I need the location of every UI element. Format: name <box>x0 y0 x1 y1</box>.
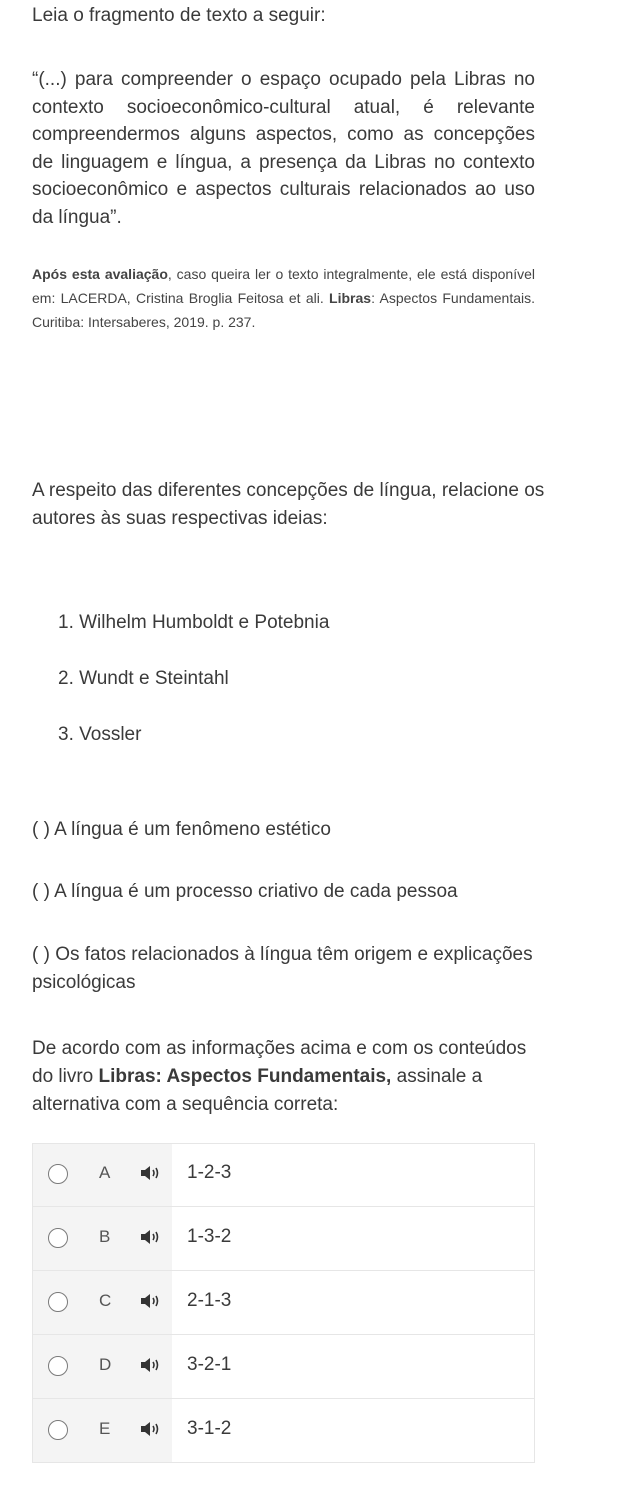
source-text-1: , caso queira ler o texto integralmente, ele está disponível em: LACERDA, Cristina Broglia Feitosa et ali. <box>32 266 536 306</box>
quote-text: “(...) para compreender o espaço ocupado pela Libras no contexto socioeconômico-cultural atual, é relevante compreendermos alguns aspectos, como as concepções de linguagem e língua, a presença da Libras no contexto socioeconômico e aspectos culturais relacionados ao uso da língua”. <box>32 69 535 228</box>
author-item-1: 1. Wilhelm Humboldt e Potebnia <box>58 612 330 633</box>
option-value: 2-1-3 <box>187 1290 232 1311</box>
question-text: A respeito das diferentes concepções de língua, relacione os autores às suas respectivas ideias: <box>32 480 545 529</box>
source-reference <box>32 262 535 334</box>
source-lead: Após esta avaliação <box>32 266 168 282</box>
speaker-icon[interactable] <box>139 1420 161 1438</box>
option-d[interactable] <box>33 1336 534 1399</box>
radio-button-d[interactable] <box>48 1356 68 1376</box>
radio-button-b[interactable] <box>48 1228 68 1248</box>
option-b[interactable] <box>33 1208 534 1271</box>
idea-item-1: ( ) A língua é um fenômeno estético <box>32 819 331 840</box>
option-letter: C <box>99 1291 112 1310</box>
radio-button-c[interactable] <box>48 1292 68 1312</box>
author-item-2: 2. Wundt e Steintahl <box>58 668 229 689</box>
instruction-text-2: assinale a alternativa com a sequência correta: <box>32 1066 483 1115</box>
speaker-icon[interactable] <box>139 1292 161 1310</box>
radio-button-a[interactable] <box>48 1164 68 1184</box>
option-e[interactable] <box>33 1400 534 1463</box>
intro-text: Leia o fragmento de texto a seguir: <box>32 5 326 26</box>
speaker-icon[interactable] <box>139 1356 161 1374</box>
option-value: 3-1-2 <box>187 1418 232 1439</box>
radio-button-e[interactable] <box>48 1420 68 1440</box>
instruction-text <box>32 1035 552 1119</box>
option-letter: D <box>99 1355 112 1374</box>
instruction-text-1: De acordo com as informações acima e com os conteúdos do livro <box>32 1038 527 1087</box>
source-book-title: Libras <box>329 290 372 306</box>
idea-item-3: ( ) Os fatos relacionados à língua têm origem e explicações psicológicas <box>32 944 533 993</box>
option-letter: A <box>99 1163 111 1182</box>
speaker-icon[interactable] <box>139 1228 161 1246</box>
option-letter: B <box>99 1227 111 1246</box>
idea-item-2: ( ) A língua é um processo criativo de cada pessoa <box>32 881 458 902</box>
option-value: 1-3-2 <box>187 1226 232 1247</box>
option-value: 3-2-1 <box>187 1354 232 1375</box>
author-item-3: 3. Vossler <box>58 724 142 745</box>
source-text-2: : Aspectos Fundamentais. Curitiba: Intersaberes, 2019. p. 237. <box>32 290 535 330</box>
option-letter: E <box>99 1419 111 1438</box>
instruction-book-title: Libras: Aspectos Fundamentais, <box>98 1066 392 1087</box>
option-c[interactable] <box>33 1272 534 1335</box>
option-a[interactable] <box>33 1144 534 1207</box>
answer-options <box>32 1143 535 1463</box>
speaker-icon[interactable] <box>139 1164 161 1182</box>
option-value: 1-2-3 <box>187 1162 232 1183</box>
